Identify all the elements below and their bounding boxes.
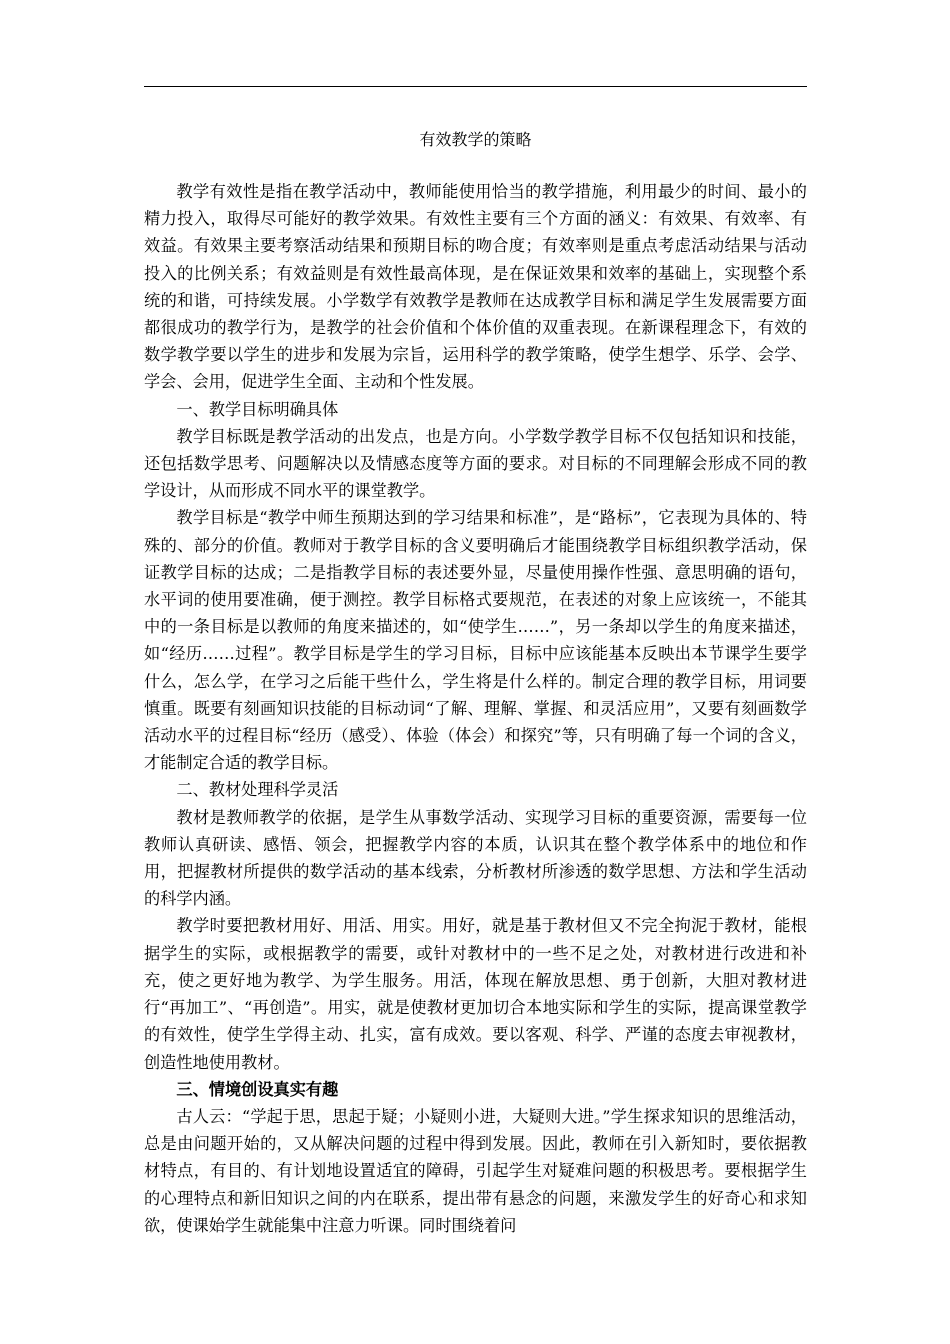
body-paragraph: 教学目标是“教学中师生预期达到的学习结果和标准”，是“路标”，它表现为具体的、特殊的、部分的价值。教师对于教学目标的含义要明确后才能围绕教学目标组织教学活动，保证教学目标的达成；二是指教学目标的表述要外显，尽量使用操作性强、意思明确的语句，水平词的使用要准确，便于测控。教学目标格式要规范，在表述的对象上应该统一，不能其中的一条目标是以教师的角度来描述的，如“使学生……”，另一条却以学生的角度来描述，如“经历……过程”。教学目标是学生的学习目标，目标中应该能基本反映出本节课学生要学什么，怎么学，在学习之后能干些什么，学生将是什么样的。制定合理的教学目标，用词要慎重。既要有刻画知识技能的目标动词“了解、理解、掌握、和灵活应用”，又要有刻画数学活动水平的过程目标“经历（感受）、体验（体会）和探究”等，只有明确了每一个词的含义，才能制定合适的教学目标。 (144, 508, 807, 773)
body-paragraph: 教材是教师教学的依据，是学生从事数学活动、实现学习目标的重要资源，需要每一位教师认真研读、感悟、领会，把握教学内容的本质，认识其在整个教学体系中的地位和作用，把握教材所提供的数学活动的基本线索，分析教材所渗透的数学思想、方法和学生活动的科学内涵。 (144, 807, 807, 909)
header-rule (144, 86, 807, 87)
document-body (144, 178, 807, 1239)
section-heading: 二、教材处理科学灵活 (176, 780, 339, 800)
intro-paragraph: 教学有效性是指在教学活动中，教师能使用恰当的教学措施，利用最少的时间、最小的精力投入，取得尽可能好的教学效果。有效性主要有三个方面的涵义：有效果、有效率、有效益。有效果主要考察活动结果和预期目标的吻合度；有效率则是重点考虑活动结果与活动投入的比例关系；有效益则是有效性最高体现，是在保证效果和效率的基础上，实现整个系统的和谐，可持续发展。小学数学有效教学是教师在达成教学目标和满足学生发展需要方面都很成功的教学行为，是教学的社会价值和个体价值的双重表现。在新课程理念下，有效的数学教学要以学生的进步和发展为宗旨，运用科学的教学策略，使学生想学、乐学、会学、学会、会用，促进学生全面、主动和个性发展。 (144, 182, 807, 392)
body-paragraph: 古人云：“学起于思，思起于疑；小疑则小进，大疑则大进。”学生探求知识的思维活动，总是由问题开始的，又从解决问题的过程中得到发展。因此，教师在引入新知时，要依据教材特点，有目的、有计划地设置适宜的障碍，引起学生对疑难问题的积极思考。要根据学生的心理特点和新旧知识之间的内在联系，提出带有悬念的问题，来激发学生的好奇心和求知欲，使课始学生就能集中注意力听课。同时围绕着问 (144, 1106, 807, 1235)
body-paragraph: 教学时要把教材用好、用活、用实。用好，就是基于教材但又不完全拘泥于教材，能根据学生的实际，或根据教学的需要，或针对教材中的一些不足之处，对教材进行改进和补充，使之更好地为教学、为学生服务。用活，体现在解放思想、勇于创新，大胆对教材进行“再加工”、“再创造”。用实，就是使教材更加切合本地实际和学生的实际，提高课堂教学的有效性，使学生学得主动、扎实，富有成效。要以客观、科学、严谨的态度去审视教材，创造性地使用教材。 (144, 916, 807, 1072)
section-heading: 三、情境创设真实有趣 (176, 1079, 339, 1099)
body-paragraph: 教学目标既是教学活动的出发点，也是方向。小学数学教学目标不仅包括知识和技能，还包括数学思考、问题解决以及情感态度等方面的要求。对目标的不同理解会形成不同的教学设计，从而形成不同水平的课堂教学。 (144, 426, 807, 501)
section-heading: 一、教学目标明确具体 (176, 399, 339, 419)
document-title: 有效教学的策略 (419, 130, 532, 149)
